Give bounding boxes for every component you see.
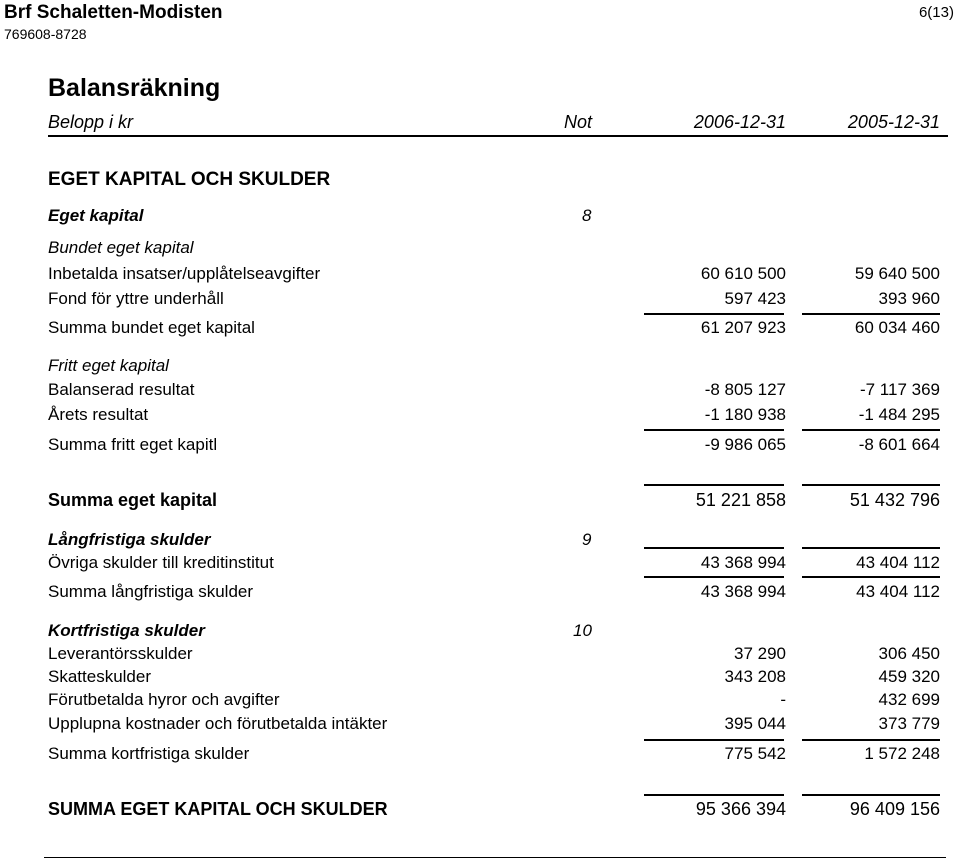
sum-rule bbox=[802, 484, 940, 486]
sum-rule bbox=[802, 547, 940, 549]
sum-rule bbox=[644, 429, 784, 431]
row-value-2006: -1 180 938 bbox=[704, 405, 786, 424]
company-name: Brf Schaletten-Modisten bbox=[4, 2, 223, 23]
table-row bbox=[0, 238, 960, 260]
row-label: Summa fritt eget kapitl bbox=[48, 435, 218, 454]
table-row bbox=[0, 714, 960, 736]
row-value-2005: 306 450 bbox=[878, 644, 940, 663]
row-value-2005: 51 432 796 bbox=[849, 490, 940, 510]
row-value-2006: 43 368 994 bbox=[700, 553, 786, 572]
row-value-2006: - bbox=[780, 690, 786, 709]
table-row bbox=[0, 169, 960, 191]
column-header-label: Belopp i kr bbox=[48, 112, 134, 132]
table-row bbox=[0, 799, 960, 821]
row-label: Upplupna kostnader och förutbetalda intäkter bbox=[48, 714, 388, 733]
table-row bbox=[0, 318, 960, 340]
row-value-2006: 37 290 bbox=[734, 644, 786, 663]
row-label: Årets resultat bbox=[48, 405, 149, 424]
table-row bbox=[0, 356, 960, 378]
row-value-2005: 459 320 bbox=[878, 667, 940, 686]
row-value-2005: -8 601 664 bbox=[858, 435, 940, 454]
table-row bbox=[0, 435, 960, 457]
row-note: 10 bbox=[573, 621, 592, 640]
page-title: Balansräkning bbox=[48, 74, 221, 102]
row-value-2006: 95 366 394 bbox=[695, 799, 786, 819]
header-rule bbox=[48, 135, 948, 137]
row-value-2006: 395 044 bbox=[724, 714, 786, 733]
row-value-2005: 1 572 248 bbox=[864, 744, 940, 763]
row-value-2006: 51 221 858 bbox=[695, 490, 786, 510]
table-row bbox=[0, 405, 960, 427]
sum-rule bbox=[644, 576, 784, 578]
row-label: Förutbetalda hyror och avgifter bbox=[48, 690, 280, 709]
sum-rule bbox=[644, 794, 784, 796]
row-label: Summa bundet eget kapital bbox=[48, 318, 255, 337]
row-note: 9 bbox=[582, 530, 592, 549]
row-label: Inbetalda insatser/upplåtelseavgifter bbox=[48, 264, 321, 283]
table-row bbox=[0, 621, 960, 643]
row-value-2006: -8 805 127 bbox=[704, 380, 786, 399]
sum-rule bbox=[644, 547, 784, 549]
org-number: 769608-8728 bbox=[4, 26, 87, 42]
row-value-2006: 61 207 923 bbox=[700, 318, 786, 337]
sum-rule bbox=[644, 484, 784, 486]
table-row bbox=[0, 530, 960, 552]
row-value-2005: 373 779 bbox=[878, 714, 940, 733]
row-value-2006: -9 986 065 bbox=[704, 435, 786, 454]
table-row bbox=[0, 490, 960, 512]
row-value-2006: 775 542 bbox=[724, 744, 786, 763]
table-row bbox=[0, 744, 960, 766]
sum-rule bbox=[802, 794, 940, 796]
row-label: Summa långfristiga skulder bbox=[48, 582, 254, 601]
row-label: Fond för yttre underhåll bbox=[48, 289, 224, 308]
row-value-2005: -7 117 369 bbox=[859, 380, 940, 399]
row-label: Fritt eget kapital bbox=[48, 356, 169, 375]
row-label: Eget kapital bbox=[48, 206, 144, 225]
row-label: EGET KAPITAL OCH SKULDER bbox=[48, 169, 331, 190]
row-value-2006: 43 368 994 bbox=[700, 582, 786, 601]
row-value-2006: 343 208 bbox=[724, 667, 786, 686]
sum-rule bbox=[644, 313, 784, 315]
table-row bbox=[0, 644, 960, 666]
row-value-2005: 96 409 156 bbox=[849, 799, 940, 819]
sum-rule bbox=[802, 429, 940, 431]
row-value-2006: 60 610 500 bbox=[700, 264, 786, 283]
sum-rule bbox=[802, 313, 940, 315]
row-value-2005: 43 404 112 bbox=[856, 553, 940, 572]
table-row bbox=[0, 690, 960, 712]
row-label: Övriga skulder till kreditinstitut bbox=[48, 553, 274, 572]
row-label: Balanserad resultat bbox=[48, 380, 195, 399]
sum-rule bbox=[802, 576, 940, 578]
row-value-2005: 393 960 bbox=[878, 289, 940, 308]
table-row bbox=[0, 582, 960, 604]
row-value-2005: 59 640 500 bbox=[854, 264, 940, 283]
row-label: Skatteskulder bbox=[48, 667, 151, 686]
row-value-2006: 597 423 bbox=[724, 289, 786, 308]
table-row bbox=[0, 289, 960, 311]
row-label: Summa kortfristiga skulder bbox=[48, 744, 250, 763]
row-value-2005: -1 484 295 bbox=[858, 405, 940, 424]
row-label: SUMMA EGET KAPITAL OCH SKULDER bbox=[48, 799, 388, 819]
row-value-2005: 432 699 bbox=[878, 690, 940, 709]
bottom-rule bbox=[44, 857, 946, 858]
table-row bbox=[0, 553, 960, 575]
table-row bbox=[0, 264, 960, 286]
row-label: Långfristiga skulder bbox=[48, 530, 211, 549]
row-label: Bundet eget kapital bbox=[48, 238, 194, 257]
row-value-2005: 60 034 460 bbox=[854, 318, 940, 337]
sum-rule bbox=[802, 739, 940, 741]
row-note: 8 bbox=[582, 206, 592, 225]
page-number: 6(13) bbox=[918, 4, 954, 21]
column-header-year2: 2005-12-31 bbox=[847, 112, 940, 132]
column-header-note: Not bbox=[564, 112, 593, 132]
table-row bbox=[0, 667, 960, 689]
table-row bbox=[0, 206, 960, 228]
column-header-year1: 2006-12-31 bbox=[693, 112, 786, 132]
row-value-2005: 43 404 112 bbox=[856, 582, 940, 601]
row-label: Kortfristiga skulder bbox=[48, 621, 205, 640]
row-label: Leverantörsskulder bbox=[48, 644, 193, 663]
sum-rule bbox=[644, 739, 784, 741]
table-row bbox=[0, 380, 960, 402]
row-label: Summa eget kapital bbox=[48, 490, 218, 510]
